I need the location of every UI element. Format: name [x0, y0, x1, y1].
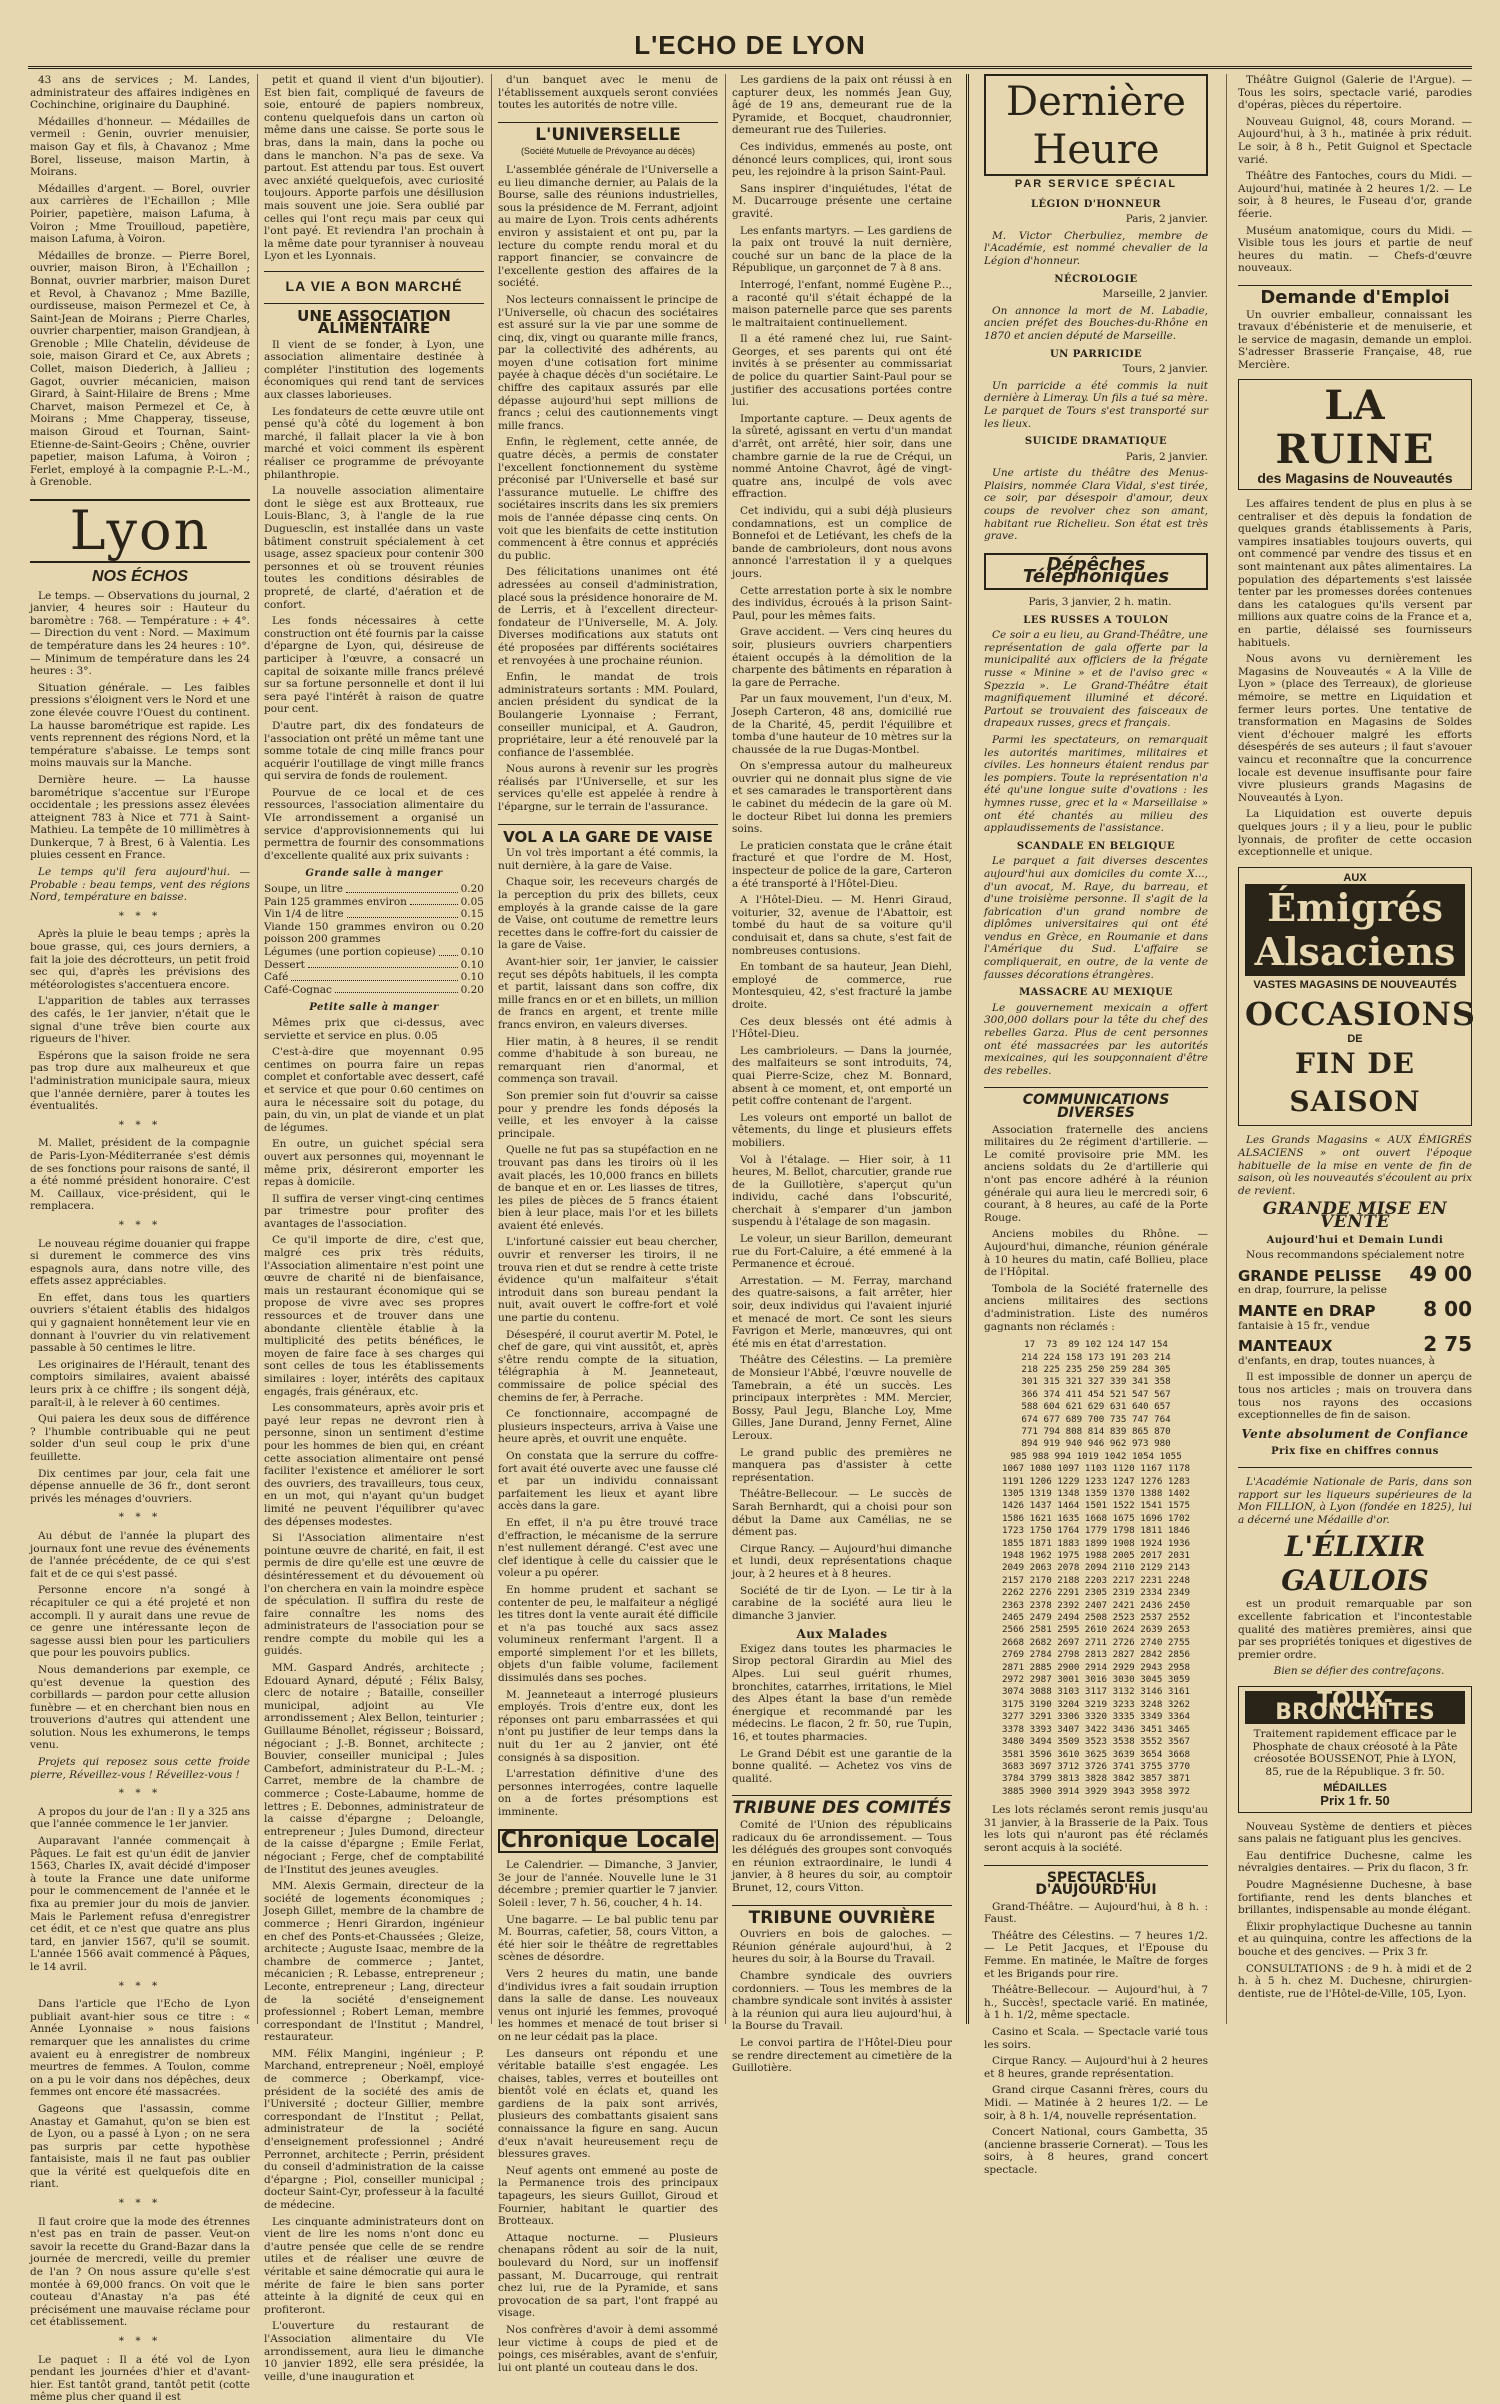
price-row — [1238, 1332, 1472, 1357]
column-1 — [30, 74, 250, 2404]
article-paragraph: Nos lecteurs connaissent le principe de l'Universelle, où chacun des sociétaires est assuré sur la vie par une somme de cinq, dix, vingt ou quarante mille francs, par la collectivité des adhérents, au moyen d'une cotisation fort minime payée à chaque décès d'un sociétaire. Le chiffre des capitaux assurés par elle dépasse aujourd'hui sept millions de francs ; celui des cautionnements vingt mille francs. — [498, 293, 718, 432]
article-paragraph: Situation générale. — Les faibles pressions s'éloignent vers le Nord et une zone élevée couvre l'Ouest du continent. La hausse barométrique est rapide. Les vents reprennent des régions Nord, et la température s'abaisse. Le temps sont moins mauvais sur la Manche. — [30, 681, 250, 770]
article-paragraph: Neuf agents ont emmené au poste de la Permanence trois des principaux tapageurs, les sieurs Guillot, Giroud et Fournier, habitant le quartier des Brotteaux. — [498, 2164, 718, 2228]
price-item: MANTE en DRAP — [1238, 1302, 1376, 1320]
article-paragraph: Interrogé, l'enfant, nommé Eugène P..., a raconté qu'il s'était échappé de la maison paternelle parce que ses parents le maltraitaient continuellement. — [732, 278, 952, 329]
article-paragraph: Ce qu'il importe de dire, c'est que, malgré ces prix très réduits, l'Association alimentaire n'est point une œuvre de charité ni de bienfaisance, mais un restaurant économique qui se propose de vivre avec ses propres ressources et de trouver dans une abondante clientèle établie à la multiplicité des petits bénéfices, le moyen de faire face à ses charges qui sont celles de tous les établissements similaires : loyer, intérêts des capitaux engagés, frais généraux, etc. — [264, 1234, 484, 1398]
article-paragraph: Théâtre des Célestins. — 7 heures 1/2. — Le Petit Jacques, et l'Epouse du Femme. En matinée, le Maître de forges et les Brigands pour rire. — [984, 1929, 1208, 1980]
article-paragraph: Les enfants martyrs. — Les gardiens de la paix ont trouvé la nuit dernière, couché sur un banc de la place de la République, un garçonnet de 7 à 8 ans. — [732, 224, 952, 275]
article-paragraph: Pourvue de ce local et de ces ressources, l'association alimentaire du VIe arrondissement a organisé un service d'approvisionnements qui lui permettra de fournir des consommations d'excellente qualité aux prix suivants : — [264, 786, 484, 862]
article-paragraph: En effet, il n'a pu être trouvé trace d'effraction, le mécanisme de la serrure n'est nullement dérangé. C'est avec une clef identique à celle du caissier que le voleur a pu opérer. — [498, 1516, 718, 1580]
article-paragraph: Attaque nocturne. — Plusieurs chenapans rôdent au soir de la nuit, boulevard du Nord, sur un inoffensif passant, M. Ducarrouge, qui rentrait chez lui, rue de la Pyramide, et sans provocation de sa part, l'ont frappé au visage. — [498, 2231, 718, 2320]
article-paragraph: Le gouvernement mexicain a offert 300,000 dollars pour la tête du chef des rebelles Garza. Plus de cent personnes ont été massacrées par les autorités mexicaines, qui les soupçonnaient d'être des rebelles. — [984, 1001, 1208, 1077]
article-paragraph: M. Jeanneteaut a interrogé plusieurs employés. Trois d'entre eux, dont les réponses ont paru embarrassées et qui n'ont pu justifier de leur temps dans la nuit du 1er au 2 janvier, ont été consignés à sa disposition. — [498, 1688, 718, 1764]
ad-toux-bronchites — [1238, 1686, 1472, 1813]
article-paragraph: On s'empressa autour du malheureux ouvrier qui ne donnait plus signe de vie et ses camarades le transportèrent dans le cabinet du médecin de la gare où M. le docteur Ribet lui donna les premiers soins. — [732, 760, 952, 836]
article-paragraph: Le paquet : Il a été vol de Lyon pendant les journées d'hier et d'avant-hier. Est tantôt grand, tantôt petit (cotte même plus cher quand il est — [30, 2353, 250, 2404]
article-paragraph: Les cambrioleurs. — Dans la journée, des malfaiteurs se sont introduits, 74, quai Pierre-Scize, chez M. Bonnard, absent à ce moment, et, ont emporté un petit coffre contenant de l'argent. — [732, 1044, 952, 1108]
article-paragraph: Grand-Théâtre. — Aujourd'hui, à 8 h. : Faust. — [984, 1900, 1208, 1926]
article-paragraph: L'ouverture du restaurant de l'Association alimentaire du VIe arrondissement, aura lieu le dimanche 10 janvier 1892, elle sera présidée, la veille, d'une inauguration et — [264, 2320, 484, 2383]
article-paragraph: Vol à l'étalage. — Hier soir, à 11 heures, M. Bellot, charcutier, grande rue de la Guillotière, s'aperçut qu'un individu, caché dans l'obscurité, cherchait à s'emparer d'un jambon suspendu à l'étalage de son magasin. — [732, 1153, 952, 1229]
masthead-title: L'ECHO DE LYON — [634, 30, 866, 60]
article-paragraph: Par un faux mouvement, l'un d'eux, M. Joseph Carteron, 48 ans, domicilié rue de la Charité, 45, perdit l'équilibre et tomba d'une hauteur de 10 mètres sur la chaussée de la rue Dugas-Montbel. — [732, 693, 952, 756]
article-paragraph: Théâtre des Fantoches, cours du Midi. — Aujourd'hui, matinée à 2 heures 1/2. — Le soir, à 8 heures, le Fuseau d'or, grande féerie. — [1238, 170, 1472, 220]
ad-label: AUX — [1343, 871, 1367, 884]
article-paragraph: Importante capture. — Deux agents de la sûreté, agissant en vertu d'un mandat d'arrêt, ont arrêté, hier soir, dans une chambre garnie de la rue de Créqui, un nommé Antoine Chavrot, âgé de vingt-quatre ans, inculpé de vols avec effraction. — [732, 412, 952, 501]
ad-subheadline: VASTES MAGASINS DE NOUVEAUTÉS — [1253, 979, 1457, 992]
dateline: Tours, 2 janvier. — [1122, 363, 1208, 376]
article-paragraph: Casino et Scala. — Spectacle varié tous les soirs. — [984, 2026, 1208, 2051]
article-paragraph: Son premier soin fut d'ouvrir sa caisse pour y prendre les fonds déposés la veille, et les envoyer à la caisse principale. — [498, 1089, 718, 1140]
article-paragraph: A l'Hôtel-Dieu. — M. Henri Giraud, voiturier, 32, avenue de l'Abattoir, est tombé du haut de sa voiture qu'il conduisait et, dans sa chute, s'est fait de nombreuses contusions. — [732, 894, 952, 957]
section-subtitle: NOS ÉCHOS — [91, 568, 188, 585]
article-paragraph: Personne encore n'a songé à récapituler ce qui a été projeté et non accompli. Il y aurait dans une revue de ce genre une intéressante leçon de sagesse aussi bien pour les particuliers que pour les pouvoirs publics. — [30, 1584, 250, 1660]
article-paragraph: Quelle ne fut pas sa stupéfaction en ne trouvant pas dans les tiroirs où il les avait placés, les 10,000 francs en billets de banque et en or. Les liasses de titres, les piles de pièces de 5 francs étaient bien à leur place, mais l'or et les billets avaient été enlevés. — [498, 1144, 718, 1232]
article-paragraph: est un produit remarquable par son excellente fabrication et l'incontestable qualité des matières premières, ainsi que par ses propriétés toniques et digestives de premier ordre. — [1238, 1598, 1472, 1661]
article-paragraph: Traitement rapidement efficace par le Phosphate de chaux créosoté à la Pâte créosotée BOUSSENOT, Phie à LYON, 85, rue de la République. 3 fr. 50. — [1252, 1728, 1458, 1778]
news-heading: LES RUSSES A TOULON — [1023, 614, 1169, 626]
article-paragraph: Dans l'article que l'Echo de Lyon publiait avant-hier sous ce titre : « Année Lyonnaise » nous faisions remarquer que les annalistes du crime avaient eu à enregistrer de nombreux meurtres de femmes. A Toulon, comme on a pu le voir dans nos dépêches, deux femmes ont encore été massacrées. — [30, 1998, 250, 2099]
article-paragraph: Association fraternelle des anciens militaires du 2e régiment d'artillerie. — Le comité provisoire prie MM. les anciens soldats du 2e d'artillerie qui n'ont pas encore adhéré à la réunion générale qui aura lieu le mercredi soir, 6 courant, à 8 heures, au café de la Porte Rouge. — [984, 1123, 1208, 1224]
article-paragraph: Nous demanderions par exemple, ce qu'est devenue la question des corbillards — pardon pour cette allusion funèbre — et en cherchant bien nous en trouverions d'autres qui attendent une solution. Nous les exhumerons, le temps venu. — [30, 1663, 250, 1752]
news-heading: SUICIDE DRAMATIQUE — [1024, 436, 1168, 448]
article-paragraph: Dix centimes par jour, cela fait une dépense annuelle de 36 fr., dont seront privés les ménages d'ouvriers. — [30, 1467, 250, 1505]
menu-row: Vin 1/4 de litre 0.15 — [264, 908, 484, 921]
ad-headline: Émigrés Alsaciens — [1245, 884, 1465, 976]
separator-stars: * * * — [118, 1218, 162, 1231]
article-paragraph: Médailles d'honneur. — Médailles de vermeil : Genin, ouvrier menuisier, maison Gay et fils, à Chavanoz ; Mme Borel, lisseuse, maison Martin, à Moirans. — [30, 115, 250, 179]
separator-stars: * * * — [118, 1979, 162, 1992]
article-paragraph: Médailles d'argent. — Borel, ouvrier aux carrières de l'Echaillon ; Mlle Poirier, papetière, maison Lafuma, à Voiron ; Mme Trouilloud, papetière, maison Lafuma, à Voiron. — [30, 182, 250, 246]
price-item: MANTEAUX — [1238, 1337, 1333, 1356]
menu-row: Dessert 0.10 — [264, 958, 484, 971]
article-paragraph: Projets qui reposez sous cette froide pierre, Réveillez-vous ! Réveillez-vous ! — [30, 1756, 250, 1781]
price-desc: d'enfants, en drap, toutes nuances, à — [1238, 1354, 1435, 1367]
ad-subheadline: Aujourd'hui et Demain Lundi — [1266, 1234, 1444, 1246]
article-paragraph: Arrestation. — M. Ferray, marchand des quatre-saisons, a fait arrêter, hier soir, deux individus qui l'avaient injurié et menacé de mort. Ce sont les sieurs Favrigon et Merle, manœuvres, qui ont été mis en état d'arrestation. — [732, 1274, 952, 1350]
menu-row: Café-Cognac 0.20 — [264, 983, 484, 996]
masthead-rule — [28, 66, 1472, 69]
article-paragraph: Exigez dans toutes les pharmacies le Sirop pectoral Girardin au Miel des Alpes. Lui seul guérit rhumes, bronchites, catarrhes, irritations, le Miel des Alpes étant la base d'un remède énergique et recommandé par les médecins. Le flacon, 2 fr. 50, rue Tupin, 16, et toutes pharmacies. — [732, 1642, 952, 1744]
article-paragraph: Qui paiera les deux sous de différence ? l'humble contribuable qui ne peut solder d'un seul coup le prix d'une feuillette. — [30, 1413, 250, 1463]
ad-headline: Aux Malades — [796, 1627, 888, 1642]
section-title-derniere-heure: Dernière Heure — [984, 74, 1208, 176]
article-paragraph: Cette arrestation porte à six le nombre des individus, écroués à la prison Saint-Paul, pour les mêmes faits. — [732, 584, 952, 622]
article-paragraph: Ce soir a eu lieu, au Grand-Théâtre, une représentation de gala offerte par la municipalité aux officiers de la frégate russe « Minine » et de l'aviso grec « Spezzia ». Le Grand-Théâtre était magnifiquement illuminé et décoré. Partout se trouvaient des faisceaux de drapeaux russes, grecs et français. — [984, 629, 1208, 730]
article-paragraph: M. Victor Cherbuliez, membre de l'Académie, est nommé chevalier de la Légion d'honneur. — [984, 229, 1208, 267]
article-paragraph: L'arrestation définitive d'une des personnes interrogées, contre laquelle on a de fortes présomptions est imminente. — [498, 1768, 718, 1818]
article-paragraph: On constata que la serrure du coffre-fort avait été ouverte avec une fausse clé et par un individu connaissant parfaitement les lieux et ayant libre accès dans la gare. — [498, 1449, 718, 1513]
article-paragraph: Nous avons vu dernièrement les Magasins de Nouveautés « A la Ville de Lyon » (place des Terreaux), de glorieuse mémoire, se mettre en Liquidation et fermer leurs portes. Une tentative de transformation en Magasins de Soldes vient d'échouer malgré les efforts désespérés de ses auteurs ; il faut s'avouer vaincu et reconnaître que la concurrence locale est devenue insuffisante pour faire vivre plusieurs grands Magasins de Nouveautés à Lyon. — [1238, 653, 1472, 804]
article-paragraph: Dernière heure. — La hausse barométrique s'accentue sur l'Europe occidentale ; les pressions assez élevées atteignent 783 à Nice et 771 à Saint-Mathieu. La tempête de 10 millimètres à Dunkerque, 7 à Brest, 6 à Valentia. Les pluies cessent en France. — [30, 773, 250, 862]
ad-headline: FIN DE SAISON — [1289, 1047, 1421, 1119]
article-paragraph: Cirque Rancy. — Aujourd'hui dimanche et lundi, deux représentations chaque jour, à 2 heures et à 8 heures. — [732, 1542, 952, 1580]
article-paragraph: Muséum anatomique, cours du Midi. — Visible tous les jours et partie de neuf heures du matin. — Chefs-d'œuvre nouveaux. — [1238, 224, 1472, 275]
article-paragraph: petit et quand il vient d'un bijoutier). Est bien fait, compliqué de faveurs de soie, entouré de papiers nombreux, contenu quelquefois dans un carton où même dans une caisse. Se porte sous le bras, dans la main, dans la poche ou dans le manchon. N'a pas de sexe. Va partout. Est attendu par tous. Est ouvert avec anxiété quelquefois, avec curiosité toujours. Apporte parfois une désillusion mais souvent une joie. Sera oublié par celles qui l'ont reçu mais par ceux qui l'ont payé. Et reviendra l'an prochain à la même date pour tyranniser à nouveau Lyon et les Lyonnais. — [264, 74, 484, 263]
separator-stars: * * * — [118, 2197, 162, 2210]
article-paragraph: Poudre Magnésienne Duchesne, à base fortifiante, rend les dents blanches et brillantes, indispensable au monde élégant. — [1238, 1879, 1472, 1917]
article-paragraph: Enfin, le mandat de trois administrateurs sortants : MM. Poulard, ancien président du syndicat de la Boulangerie Lyonnaise ; Ferrant, conseiller municipal, et A. Gaudron, propriétaire, leur a été renouvelé par la confiance de l'assemblée. — [498, 671, 718, 759]
section-title-lyon: Lyon — [30, 499, 250, 563]
price-value: 2 75 — [1423, 1332, 1472, 1357]
ad-label: MÉDAILLES — [1323, 1782, 1387, 1795]
price-item: GRANDE PELISSE — [1238, 1266, 1382, 1285]
menu-row: Pain 125 grammes environ 0.05 — [264, 895, 484, 908]
divider — [264, 271, 484, 272]
article-headline: L'UNIVERSELLE — [498, 122, 718, 142]
ad-headline: LA RUINE — [1275, 382, 1435, 474]
article-paragraph: d'un banquet avec le menu de l'établissement auxquels seront conviées toutes les autorités de notre ville. — [498, 74, 718, 112]
article-paragraph: Chambre syndicale des ouvriers cordonniers. — Tous les membres de la chambre syndicale sont invités à assister à la réunion qui aura lieu aujourd'hui, à la Bourse du Travail. — [732, 1969, 952, 2033]
article-paragraph: Comité de l'Union des républicains radicaux du 6e arrondissement. — Tous les délégués des groupes sont convoqués en réunion extraordinaire, le lundi 4 janvier, à 8 heures du soir, au comptoir Brunet, 12, cours Vitton. — [732, 1819, 952, 1894]
article-paragraph: MM. Félix Mangini, ingénieur ; P. Marchand, entrepreneur ; Noël, employé de commerce ; Oberkampf, vice-président de la société des amis de l'Université ; docteur Gillier, membre correspondant de l'Institut ; Pellat, administrateur de la société d'enseignement professionnel ; André Perronnet, architecte ; Perrin, président du conseil d'administration de la caisse d'épargne ; Piol, conseiller municipal ; docteur Saint-Cyr, professeur à la faculté de médecine. — [264, 2047, 484, 2211]
article-paragraph: Cirque Rancy. — Aujourd'hui à 2 heures et 8 heures, grande représentation. — [984, 2055, 1208, 2080]
article-paragraph: Le nouveau régime douanier qui frappe si durement le commerce des vins espagnols aura, dans notre ville, des effets assez appréciables. — [30, 1237, 250, 1288]
article-paragraph: Il faut croire que la mode des étrennes n'est pas en train de passer. Veut-on savoir la recette du Grand-Bazar dans la journée de mercredi, veille du premier de l'an ? On nous assure qu'elle s'est montée à 69,000 francs. On voit que le couteau d'Anastay n'a pas été précisément une mauvaise réclame pour cet établissement. — [30, 2215, 250, 2329]
article-paragraph: Concert National, cours Gambetta, 35 (ancienne brasserie Cornerat). — Tous les soirs, à 8 heures, grand concert spectacle. — [984, 2126, 1208, 2176]
ad-price: Prix 1 fr. 50 — [1320, 1793, 1390, 1809]
article-paragraph: Ce fonctionnaire, accompagné de plusieurs inspecteurs, arriva à Vaise une heure après, et ouvrit une enquête. — [498, 1408, 718, 1446]
article-paragraph: Les affaires tendent de plus en plus à se centraliser et dès depuis la fondation de quelques grands établissements à Paris, vampires insatiables toujours ouverts, qui ont commencé par vendre des tissus et en sont maintenant aux pâtes alimentaires. La population des départements s'est laissée tenter par les promesses dorées contenues dans les catalogues qu'ils versent par millions aux quatre coins de la France et a, en partie, délaissé ses fournisseurs habituels. — [1238, 498, 1472, 649]
article-paragraph: CONSULTATIONS : de 9 h. à midi et de 2 h. à 5 h. chez M. Duchesne, chirurgien-dentiste, rue de l'Hôtel-de-Ville, 105, Lyon. — [1238, 1962, 1472, 2000]
article-paragraph: Les originaires de l'Hérault, tenant des comptoirs similaires, avaient abaissé leurs prix à ce chiffre ; ils songent déjà, paraît-il, à le relever à 60 centimes. — [30, 1358, 250, 1409]
article-paragraph: Des félicitations unanimes ont été adressées au conseil d'administration, placé sous la présidence honoraire de M. de Lerris, et à l'excellent directeur-fondateur de l'Universelle, M. A. Joly. Diverses modifications aux statuts ont été proposées par différents sociétaires et renvoyées à une prochaine réunion. — [498, 566, 718, 667]
section-title-demande: Demande d'Emploi — [1238, 285, 1472, 305]
ad-emigres-alsaciens — [1238, 867, 1476, 1127]
number-grid: 17 73 89 102 124 147 154 214 224 158 173 191 203 214 218 225 235 250 259 284 305 301 315 321 327 339 341 358 366 374 411 454 521 547 567 588 604 621 629 631 640 657 674 677 689 700 735 747 764 771 794 808 814 839 865 870 894 919 940 946 962 973 980 985 988 994 1019 1042 1054 1055 1067 1080 1097 1103 1120 1167 1178 1191 1206 1229 1233 1247 1276 1283 1305 1319 1348 1359 1370 1388 1402 1426 1437 1464 1501 1522 1541 1575 1586 1621 1635 1668 1675 1696 1702 1723 1750 1764 1779 1798 1811 1846 1855 1871 1883 1899 1908 1924 1936 1948 1962 1975 1988 2005 2017 2031 2049 2063 2078 2094 2110 2129 2143 2157 2170 2188 2203 2217 2231 2248 2262 2276 2291 2305 2319 2334 2349 2363 2378 2392 2407 2421 2436 2450 2465 2479 2494 2508 2523 2537 2552 2566 2581 2595 2610 2624 2639 2653 2668 2682 2697 2711 2726 2740 2755 2769 2784 2798 2813 2827 2842 2856 2871 2885 2900 2914 2929 2943 2958 2972 2987 3001 3016 3030 3045 3059 3074 3088 3103 3117 3132 3146 3161 3175 3190 3204 3219 3233 3248 3262 3277 3291 3306 3320 3335 3349 3364 3378 3393 3407 3422 3436 3451 3465 3480 3494 3509 3523 3538 3552 3567 3581 3596 3610 3625 3639 3654 3668 3683 3697 3712 3726 3741 3755 3770 3784 3799 3813 3828 3842 3857 3871 3885 3900 3914 3929 3943 3958 3972 — [1001, 1339, 1191, 1797]
article-paragraph: Ouvriers en bois de galoches. — Réunion générale aujourd'hui, à 2 heures du soir, à la Bourse du Travail. — [732, 1928, 952, 1966]
column-rule — [491, 74, 492, 2024]
article-paragraph: Les voleurs ont emporté un ballot de vêtements, du linge et plusieurs effets mobiliers. — [732, 1111, 952, 1149]
dateline: Paris, 2 janvier. — [1125, 450, 1208, 463]
news-heading: SCANDALE EN BELGIQUE — [1016, 840, 1176, 852]
separator-stars: * * * — [118, 1118, 162, 1131]
column-6 — [1238, 74, 1476, 2024]
article-paragraph: Tombola de la Société fraternelle des anciens militaires des sections d'administration. Liste des numéros gagnants non réclamés : — [984, 1282, 1208, 1333]
article-paragraph: Le Grand Débit est une garantie de la bonne qualité. — Achetez vos vins de qualité. — [732, 1747, 952, 1785]
article-paragraph: Chaque soir, les receveurs chargés de la perception du prix des billets, ceux employés à la grande caisse de la gare de Vaise, ont coutume de remettre leurs recettes dans le coffre-fort du caissier de la gare de Vaise. — [498, 876, 718, 952]
column-rule-thick — [966, 74, 969, 2024]
article-paragraph: Nous aurons à revenir sur les progrès réalisés par l'Universelle, et sur les services qu'elle est appelée à rendre à l'épargne, sur le terrain de l'assurance. — [498, 763, 718, 814]
article-paragraph: Hier matin, à 8 heures, il se rendit comme d'habitude à son bureau, ne remarquant rien d'anormal, et commença son travail. — [498, 1035, 718, 1086]
divider — [1238, 1467, 1472, 1468]
ad-headline: L'ÉLIXIR GAULOIS — [1281, 1530, 1429, 1598]
price-desc: en drap, fourrure, la pelisse — [1238, 1284, 1387, 1297]
article-paragraph: Les gardiens de la paix ont réussi à en capturer deux, les nommés Jean Guy, âgé de 19 ans, demeurant rue de la Pyramide, et Bocquet, chaudronnier, demeurant rue des Tuileries. — [732, 74, 952, 137]
article-paragraph: Le grand public des premières ne manquera pas d'assister à cette représentation. — [732, 1446, 952, 1484]
section-title: COMMUNICATIONS DIVERSES — [984, 1087, 1208, 1119]
article-paragraph: Les consommateurs, après avoir pris et payé leur repas ne devront rien à personne, sinon un sentiment d'estime pour les hommes de bien qui, en créant cette association alimentaire ont pensé faciliter l'existence et améliorer le sort des ouvriers, des travailleurs, tous ceux, en un mot, qui n'ayant qu'un budget limité ne peuvent l'équilibrer qu'avec des dépenses modestes. — [264, 1402, 484, 1528]
ad-headline: TOUX-BRONCHITES — [1245, 1691, 1465, 1724]
column-rule — [725, 74, 726, 2024]
article-paragraph: Au début de l'année la plupart des journaux font une revue des événements de l'année précédente, de ce qui s'est fait et de ce qui s'est passé. — [30, 1529, 250, 1580]
article-paragraph: Un ouvrier emballeur, connaissant les travaux d'ébénisterie et de menuiserie, et le service de magasin, demande un emploi. S'adresser Brasserie Française, 48, rue Mercière. — [1238, 308, 1472, 371]
menu-row: Café 0.10 — [264, 971, 484, 984]
article-paragraph: Désespéré, il courut avertir M. Potel, le chef de gare, qui vint aussitôt, et, après s'être rendu compte de la situation, télégraphia à M. Jeanneteaut, commissaire de police spécial des chemins de fer, à Perrache. — [498, 1328, 718, 1404]
price-row — [1238, 1261, 1472, 1286]
article-paragraph: Eau dentifrice Duchesne, calme les névralgies dentaires. — Prix du flacon, 3 fr. — [1238, 1849, 1472, 1875]
article-paragraph: En tombant de sa hauteur, Jean Diehl, employé de commerce, rue Montesquieu, 42, s'est fracturé la jambe droite. — [732, 961, 952, 1011]
dateline: Paris, 3 janvier, 2 h. matin. — [1028, 596, 1172, 609]
article-paragraph: Il suffira de verser vingt-cinq centimes par trimestre pour profiter des avantages de l'association. — [264, 1192, 484, 1230]
article-paragraph: Le voleur, un sieur Barillon, demeurant rue du Fort-Caluire, a été emmené à la Permanence et écroué. — [732, 1233, 952, 1271]
news-heading: NÉCROLOGIE — [1054, 273, 1138, 285]
article-headline: UNE ASSOCIATION ALIMENTAIRE — [264, 303, 484, 335]
separator-stars: * * * — [118, 1787, 162, 1800]
separator-stars: * * * — [118, 1511, 162, 1524]
ad-headline: OCCASIONS — [1245, 994, 1476, 1033]
article-paragraph: Ces individus, emmenés au poste, ont dénoncé leurs complices, qui, iront sous peu, les rejoindre à la prison Saint-Paul. — [732, 140, 952, 179]
article-paragraph: Vers 2 heures du matin, une bande d'individus ivres a fait soudain irruption dans la salle de danse. Les nouveaux venus ont injurié les femmes, provoqué les hommes et menacé de tout briser si on ne leur cédait pas la place. — [498, 1967, 718, 2043]
article-paragraph: M. Mallet, président de la compagnie de Paris-Lyon-Méditerranée s'est démis de ses fonctions pour raisons de santé, il a été nommé président honoraire. C'est M. Caillaux, vice-président, qui le remplacera. — [30, 1137, 250, 1213]
article-paragraph: Le temps qu'il fera aujourd'hui. — Probable : beau temps, vent des régions Nord, température en baisse. — [30, 866, 250, 904]
article-paragraph: Une artiste du théâtre des Menus-Plaisirs, nommée Clara Vidal, s'est tirée, ce soir, par désespoir d'amour, deux coups de revolver chez son amant, habitant rue Richelieu. Son état est très grave. — [984, 467, 1208, 543]
section-title: SPECTACLES D'AUJOURD'HUI — [984, 1865, 1208, 1897]
article-paragraph: Théâtre Guignol (Galerie de l'Argue). — Tous les soirs, spectacle varié, parodies d'opéras, pièces du répertoire. — [1238, 74, 1472, 112]
menu-row: Viande 150 grammes environ ou poisson 200 grammes 0.20 — [264, 920, 484, 946]
article-paragraph: Un parricide a été commis la nuit dernière à Limeray. Un fils a tué sa mère. Le parquet de Tours s'est transporté sur les lieux. — [984, 379, 1208, 430]
article-paragraph: Théâtre des Célestins. — La première de Monsieur l'Abbé, l'œuvre nouvelle de Tamebrain, a été un succès. Les principaux interprètes : MM. Mercier, Bossy, Paul Jegu, Blanche Loy, Mme Gilles, Jane Durand, Jenny Fernet, Aline Leroux. — [732, 1354, 952, 1442]
section-title-chronique: Chronique Locale — [498, 1829, 718, 1854]
price-value: 49 00 — [1409, 1261, 1472, 1286]
article-paragraph: Une bagarre. — Le bal public tenu par M. Bourras, cafetier, 58, cours Vitton, a été hier soir le théâtre de regrettables scènes de désordre. — [498, 1913, 718, 1964]
column-4 — [732, 74, 952, 2075]
article-paragraph: Enfin, le règlement, cette année, de quatre décès, a permis de constater l'excellent fonctionnement du système préconisé par l'Universelle et basé sur l'assurance mutuelle. Le chiffre des sociétaires inscrits dans les six premiers mois de l'année dépasse cinq cents. On voit que les bienfaits de cette institution commencent à être connus et appréciés du public. — [498, 436, 718, 562]
article-paragraph: Grave accident. — Vers cinq heures du soir, plusieurs ouvriers charpentiers étaient occupés à la démolition de la charpente des bâtiments en réparation à la gare de Perrache. — [732, 626, 952, 689]
column-rule — [257, 74, 258, 2024]
article-paragraph: Ces deux blessés ont été admis à l'Hôtel-Dieu. — [732, 1015, 952, 1041]
article-paragraph: Il a été ramené chez lui, rue Saint-Georges, et ses parents qui ont été invités à se présenter au commissariat de police du quartier Saint-Paul pour se justifier des accusations portées contre lui. — [732, 333, 952, 409]
article-paragraph: La Liquidation est ouverte depuis quelques jours ; il y a lieu, pour le public lyonnais, de profiter de cette occasion exceptionnelle et unique. — [1238, 808, 1472, 859]
article-paragraph: L'assemblée générale de l'Universelle a eu lieu dimanche dernier, au Palais de la Bourse, salle des réunions industrielles, sous la présidence de M. Ferrant, adjoint au maire de Lyon. Trois cents adhérents environ y assistaient et ont pu, par la lecture du compte rendu moral et du rapport financier, se convaincre de l'excellente gestion des affaires de la société. — [498, 163, 718, 290]
article-paragraph: La nouvelle association alimentaire dont le siège est aux Brotteaux, rue Louis-Blanc, 3, à l'angle de la rue Duguesclin, est installée dans un vaste bâtiment construit spécialement à cet usage, assez spacieux pour contenir 300 personnes et où se trouvent réunies toutes les conditions désirables de propreté, de clarté, d'aération et de confort. — [264, 485, 484, 611]
article-paragraph: Le parquet a fait diverses descentes aujourd'hui aux domiciles du comte X..., d'un avocat, M. Raye, du barreau, et d'une troisième personne. Il s'agit de la fabrication d'un grand nombre de diplômes universitaires qui ont été vendus en Grèce, en Roumanie et dans l'Amérique du Sud. L'affaire se compliquerait, en outre, de la vente de fausses décorations étrangères. — [984, 855, 1208, 981]
dateline: Paris, 2 janvier. — [1125, 213, 1208, 226]
article-paragraph: Si l'Association alimentaire n'est pointune œuvre de charité, en fait, il est permis de dire qu'elle est une œuvre de désintéressement et du dévouement où l'on cherchera en vain la moindre espèce de spéculation. Il suffira du reste de faire connaître les noms des administrateurs de l'association pour se rendre compte du mobile qui les a guidés. — [264, 1532, 484, 1658]
section-title: TRIBUNE OUVRIÈRE — [732, 1905, 952, 1925]
article-paragraph: Nos confrères d'avoir à demi assommé leur victime à coups de pied et de poings, ces misérables, avant de s'enfuir, lui ont planté un couteau dans le dos. — [498, 2323, 718, 2374]
article-paragraph: Gageons que l'assassin, comme Anastay et Gamahut, qu'on se bien est de Lyon, ou a passé à Lyon ; on ne sera pas surpris par cette hypothèse fantaisiste, mais il ne faut pas oublier que la vérité est quelquefois dite en riant. — [30, 2102, 250, 2191]
article-paragraph: A propos du jour de l'an : Il y a 325 ans que l'année commence le 1er janvier. — [30, 1805, 250, 1831]
article-paragraph: Théâtre-Bellecour. — Le succès de Sarah Bernhardt, qui a choisi pour son début la Dame aux Camélias, ne se dément pas. — [732, 1488, 952, 1539]
article-paragraph: Les cinquante administrateurs dont on vient de lire les noms n'ont donc eu d'autre pensée que celle de se rendre utiles et de réaliser une œuvre de véritable et saine démocratie qui aura le mérite de faire le bien sans porter atteinte à la dignité de ceux qui en profiteront. — [264, 2215, 484, 2316]
article-paragraph: Théâtre-Bellecour. — Aujourd'hui, à 7 h., Succès!, spectacle varié. En matinée, à 1 h. 1/2, même spectacle. — [984, 1984, 1208, 2022]
menu-title: Petite salle à manger — [309, 1002, 439, 1014]
article-paragraph: Il vient de se fonder, à Lyon, une association alimentaire destinée à compléter l'institution des logements économiques qui rend tant de services aux classes laborieuses. — [264, 338, 484, 402]
menu-row: Légumes (une portion copieuse) 0.10 — [264, 946, 484, 958]
price-row — [1238, 1297, 1472, 1321]
ad-label: DE — [1347, 1032, 1363, 1045]
ad-tagline: Prix fixe en chiffres connus — [1271, 1446, 1439, 1458]
article-headline: VOL A LA GARE DE VAISE — [498, 824, 718, 844]
article-paragraph: Les fonds nécessaires à cette construction ont été fournis par la caisse d'épargne de Lyon, qui, désireuse de participer à l'œuvre, a consacré un capital de soixante mille francs prélevé sur sa fortune personnelle et dont il lui sera payé l'intérêt à raison de quatre pour cent. — [264, 615, 484, 716]
news-heading: LÉGION D'HONNEUR — [1030, 198, 1162, 210]
section-title-depeches: Dépêches Téléphoniques — [984, 553, 1208, 590]
article-paragraph: Nouveau Système de dentiers et pièces sans palais ne fatiguant plus les gencives. — [1238, 1820, 1472, 1846]
article-paragraph: Société de tir de Lyon. — Le tir à la carabine de la société aura lieu le dimanche 3 janvier. — [732, 1584, 952, 1622]
article-paragraph: Le praticien constata que le crâne était fracturé et que l'ordre de M. Host, inspecteur de police de la gare, Carteron a été transporté à l'Hôtel-Dieu. — [732, 839, 952, 890]
article-paragraph: Cet individu, qui a subi déjà plusieurs condamnations, est un complice de Bonnefoi et de Letiévant, les chefs de la bande de cambrioleurs, dont nous avons annoncé l'arrestation il y a quelques jours. — [732, 505, 952, 580]
article-paragraph: Élixir prophylactique Duchesne au tannin et au quinquina, contre les affections de la bouche et des gencives. — Prix 3 fr. — [1238, 1920, 1472, 1958]
menu-title: Grande salle à manger — [305, 868, 443, 880]
separator-stars: * * * — [118, 909, 162, 922]
column-3 — [498, 74, 718, 2374]
article-paragraph: Avant-hier soir, 1er janvier, le caissier reçut ses dépôts habituels, il les compta et partit, laissant dans son coffre, dix mille francs en or et en billets, un million de francs en argent, et trente mille francs environ, en valeurs diverses. — [498, 956, 718, 1031]
article-paragraph: Le convoi partira de l'Hôtel-Dieu pour se rendre directement au cimetière de la Guillotière. — [732, 2036, 952, 2075]
article-paragraph: Le temps. — Observations du journal, 2 janvier, 4 heures soir : Hauteur du baromètre : 768. — Température : + 4°. — Direction du vent : Nord. — Maximum de température dans les 24 heures : 10°. — Minimum de température dans les 24 heures : 3°. — [30, 589, 250, 678]
article-paragraph: L'Académie Nationale de Paris, dans son rapport sur les liqueurs supérieures de la Mon FILLION, à Lyon (fondée en 1825), lui a décerné une Médaille d'or. — [1238, 1475, 1472, 1526]
article-paragraph: D'autre part, dix des fondateurs de l'association ont prêté un même tant une somme totale de cinq mille francs pour acquérir l'outillage de vingt mille francs qui servira de fonds de roulement. — [264, 719, 484, 783]
article-paragraph: Espérons que la saison froide ne sera pas trop dure aux malheureux et que l'administration municipale saura, mieux que l'année dernière, parer à toutes les éventualités. — [30, 1049, 250, 1113]
ad-la-ruine — [1238, 379, 1472, 490]
article-paragraph: Anciens mobiles du Rhône. — Aujourd'hui, dimanche, réunion générale à 10 heures du matin, café Bollieu, place de l'Hôpital. — [984, 1228, 1208, 1279]
article-subheadline: (Société Mutuelle de Prévoyance au décès) — [520, 146, 696, 157]
article-paragraph: En homme prudent et sachant se contenter de peu, le malfaiteur a négligé les titres dont la vente aurait été difficile et n'a pas touché aux sacs assez volumineux renfermant l'argent. Il a emporté simplement l'or et les billets, objets d'un faible volume, facilement dissimulés dans ses poches. — [498, 1583, 718, 1685]
price-desc: fantaisie à 15 fr., vendue — [1238, 1319, 1370, 1332]
article-paragraph: MM. Gaspard Andrés, architecte ; Edouard Aynard, député ; Félix Balsy, clerc de notaire ; Bataille, conseiller municipal, adjoint au VIe arrondissement ; Alex Bellon, teinturier ; Guillaume Bénollet, régisseur ; Boissard, négociant ; J.-B. Bonnet, architecte ; Bouvier, conseiller municipal ; Jules Cambefort, administrateur du P.-L.-M. ; Carret, membre de la chambre de commerce ; Coste-Labaume, homme de lettres ; E. Debonnes, administrateur de la caisse d'épargne ; Deloangle, entrepreneur ; Jules Dumond, directeur de la caisse d'épargne ; Emile Ferlat, négociant ; Ferge, chef de comptabilité de l'Institut des jeunes aveugles. — [264, 1662, 484, 1876]
article-paragraph: Parmi les spectateurs, on remarquait les autorités maritimes, militaires et civiles. Les honneurs étaient rendus par les pompiers. Toute la représentation n'a été qu'une longue suite d'ovations : les hymnes russe, grec et la « Marseillaise » ont été chantés au milieu des applaudissements de l'assistance. — [984, 733, 1208, 835]
news-heading: MASSACRE AU MEXIQUE — [1019, 987, 1173, 999]
separator-stars: * * * — [118, 2335, 162, 2347]
dateline: Marseille, 2 janvier. — [1102, 288, 1208, 301]
ad-subheadline: des Magasins de Nouveautés — [1257, 470, 1453, 487]
article-paragraph: Les lots réclamés seront remis jusqu'au 31 janvier, à la Brasserie de la Paix. Tous les lots qui n'auront pas été réclamés seront acquis à la société. — [984, 1804, 1208, 1854]
article-paragraph: Un vol très important a été commis, la nuit dernière, à la gare de Vaise. — [498, 847, 718, 872]
article-paragraph: Médailles de bronze. — Pierre Borel, ouvrier, maison Biron, à l'Echaillon ; Bonnat, ouvrier marbrier, maison Duret et Revol, à Chavanoz ; Mme Bazille, ourdisseuse, maison Permezel et Ce, à Saint-Jean de Moirans ; Pierre Charles, ouvrier charpentier, maison Grandjean, à Grenoble ; Mlle Chatelin, dévideuse de soie, maison Girard et Ce, aux Abrets ; Collet, maison Diederich, à Jallieu ; Gagot, ouvrier mécanicien, maison Girard, à Saint-Hilaire de Brens ; Mme Charvet, maison Permezel et Ce, à Moirans ; Mme Chapperay, tisseuse, maison Giroud et Tournan, Saint-Etienne-de-Saint-Geoirs ; Chêne, ouvrier papetier, maison Lafuma, à Voiron ; Ferlet, employé à la compagnie P.-L.-M., à Grenoble. — [30, 249, 250, 489]
ad-tagline: Vente absolument de Confiance — [1241, 1426, 1469, 1441]
article-paragraph: En outre, un guichet spécial sera ouvert aux personnes qui, moyennant le même prix, désireront emporter les repas à domicile. — [264, 1138, 484, 1189]
article-paragraph: Mêmes prix que ci-dessus, avec serviette et service en plus. 0.05 — [264, 1016, 484, 1042]
ad-headline: GRANDE MISE EN VENTE — [1262, 1199, 1448, 1233]
article-paragraph: Bien se défier des contrefaçons. — [1273, 1665, 1445, 1678]
article-paragraph: Il est impossible de donner un aperçu de tous nos articles ; mais on trouvera dans tous nos rayons des occasions exceptionnelles de fin de saison. — [1238, 1371, 1472, 1422]
article-paragraph: Le Calendrier. — Dimanche, 3 Janvier, 3e jour de l'année. Nouvelle lune le 31 décembre ; premier quartier le 7 janvier. Soleil : lever, 7 h. 56, coucher, 4 h. 14. — [498, 1859, 718, 1909]
article-paragraph: En effet, dans tous les quartiers ouvriers s'étaient établis des hidalgos qui y gagnaient honnêtement leur vie en donnant à l'ouvrier du vin relativement passable à 50 centimes le litre. — [30, 1291, 250, 1355]
article-paragraph: MM. Alexis Germain, directeur de la société de logements économiques ; Joseph Gillet, membre de la chambre de commerce ; Henri Girardon, ingénieur en chef des Ponts-et-Chaussées ; Gleize, architecte ; Auguste Isaac, membre de la chambre de commerce ; Jantet, mécanicien ; R. Lebasse, entrepreneur ; Leconte, entrepreneur ; Lang, directeur de la société d'enseignement professionnel ; Robert Leman, membre correspondant de l'Institut ; Mandrel, restaurateur. — [264, 1880, 484, 2044]
article-paragraph: Sans inspirer d'inquiétudes, l'état de M. Ducarrouge présente une certaine gravité. — [732, 182, 952, 220]
article-paragraph: On annonce la mort de M. Labadie, ancien préfet des Bouches-du-Rhône en 1870 et ancien député de Marseille. — [984, 304, 1208, 342]
article-paragraph: Nouveau Guignol, 48, cours Morand. — Aujourd'hui, à 3 h., matinée à prix réduit. Le soir, à 8 h., Petit Guignol et Spectacle varié. — [1238, 115, 1472, 166]
article-paragraph: Les danseurs ont répondu et une véritable bataille s'est engagée. Les chaises, tables, verres et bouteilles ont bientôt volé en éclats et, quand les gardiens de la paix sont arrivés, plusieurs des combattants gisaient sans connaissance la figure en sang. Aucun d'eux n'avait heureusement reçu de blessures graves. — [498, 2047, 718, 2161]
column-rule — [1226, 74, 1227, 2024]
section-subtitle: LA VIE A BON MARCHÉ — [285, 277, 463, 294]
section-title: TRIBUNE DES COMITÉS — [732, 1795, 952, 1815]
price-value: 8 00 — [1423, 1297, 1472, 1321]
news-heading: UN PARRICIDE — [1049, 348, 1143, 360]
section-subtitle: PAR SERVICE SPÉCIAL — [1014, 178, 1178, 190]
article-paragraph: Grand cirque Casanni frères, cours du Midi. — Matinée à 2 heures 1/2. — Le soir, à 8 h. 1/4, nouvelle représentation. — [984, 2084, 1208, 2122]
article-paragraph: L'infortuné caissier eut beau chercher, ouvrir et renverser les tiroirs, il ne trouva rien et dut se rendre à cette triste évidence qu'un malfaiteur s'était introduit dans son bureau pendant la nuit, avait ouvert le coffre-fort et volé une partie du contenu. — [498, 1236, 718, 1325]
column-5 — [984, 74, 1208, 2176]
article-paragraph: L'apparition de tables aux terrasses des cafés, le 1er janvier, n'était que le signal d'une trêve bien courte aux rigueurs de l'hiver. — [30, 995, 250, 1046]
article-paragraph: C'est-à-dire que moyennant 0.95 centimes on pourra faire un repas complet et confortable avec dessert, café et service et que pour 0.60 centimes on aura le nécessaire soit du potage, du pain, du vin, un plat de viande et un plat de légumes. — [264, 1046, 484, 1134]
article-paragraph: Les fondateurs de cette œuvre utile ont pensé qu'à côté du logement à bon marché, il fallait placer la vie à bon marché et voici comment ils espèrent réaliser ce programme de prévoyante philanthropie. — [264, 405, 484, 481]
article-paragraph: Nous recommandons spécialement notre — [1246, 1249, 1465, 1262]
article-paragraph: 43 ans de services ; M. Landes, administrateur des affaires indigènes en Cochinchine, originaire du Dauphiné. — [30, 74, 250, 112]
article-paragraph: Après la pluie le beau temps ; après la boue grasse, qui, ces jours derniers, a fait la joie des décrotteurs, un petit froid sec qui, d'après les prévisions des météorologistes s'accentuera encore. — [30, 928, 250, 991]
article-paragraph: Auparavant l'année commençait à Pâques. Le fait est qu'un édit de janvier 1563, Charles IX, avait décidé d'imposer à toute la France une date uniforme pour le commencement de l'année et le fixa au premier jour du mois de janvier. Mais le Parlement refusa d'enregistrer cet édit, et ce n'est que quatre ans plus tard, en janvier 1567, qu'il se soumit. L'année 1566 avait commencé à Pâques, le 14 avril. — [30, 1835, 250, 1973]
article-paragraph: Les Grands Magasins « AUX ÉMIGRÉS ALSACIENS » ont ouvert l'époque habituelle de la mise en vente de fin de saison, où les nouveautés s'écoulent au prix de revient. — [1238, 1134, 1472, 1197]
menu-row: Soupe, un litre 0.20 — [264, 883, 484, 896]
column-2 — [264, 74, 484, 2383]
